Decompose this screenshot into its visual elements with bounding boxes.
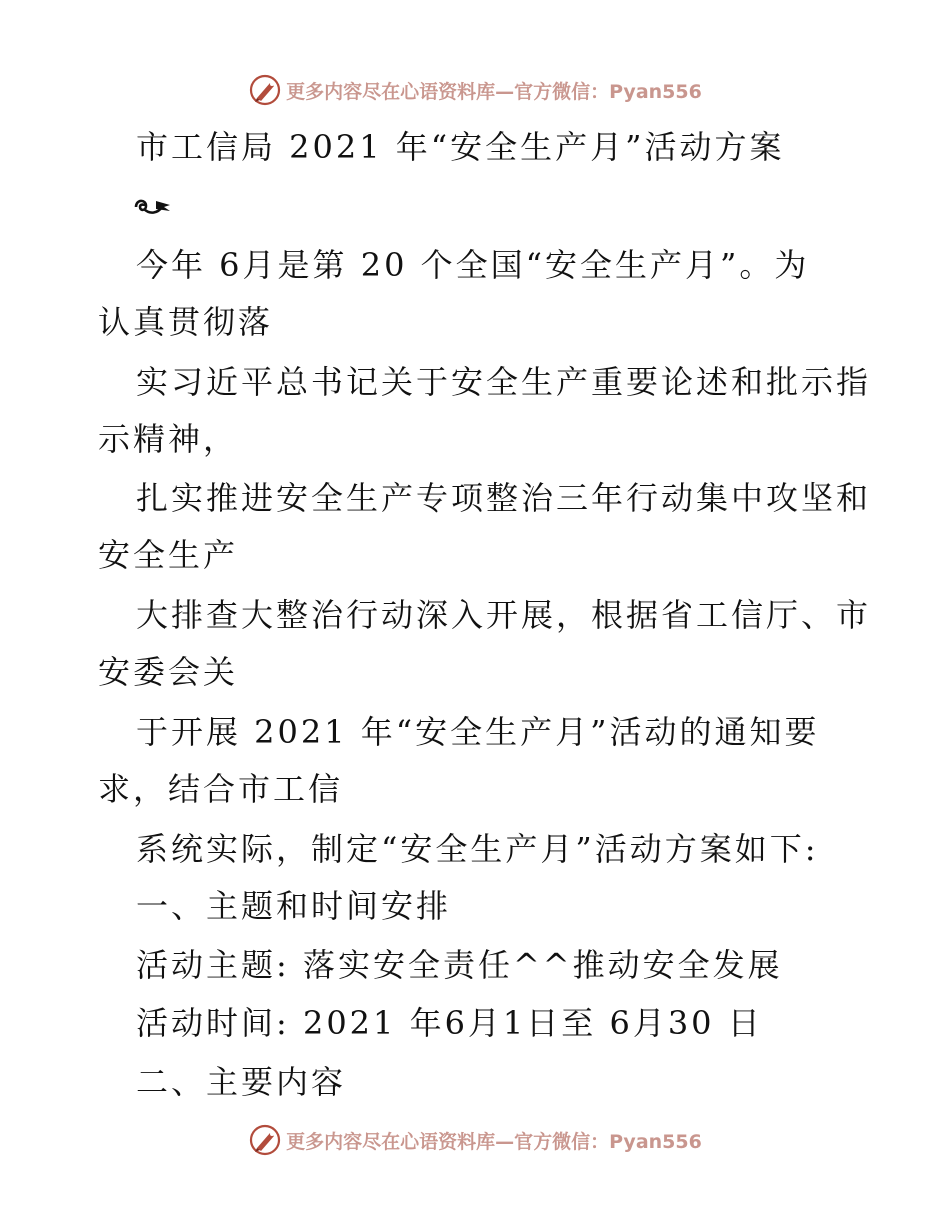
pen-logo-icon xyxy=(248,1123,282,1157)
paragraph-line: 实习近平总书记关于安全生产重要论述和批示指 xyxy=(136,363,872,401)
activity-time-line: 活动时间: 2021 年6月1日至 6月30 日 xyxy=(136,1004,763,1042)
paragraph-line: 认真贯彻落 xyxy=(98,303,274,341)
header-watermark-banner xyxy=(0,70,950,110)
watermark-text: 更多内容尽在心语资料库—官方微信：Pyan556 xyxy=(286,80,702,103)
paragraph-line: 今年 6月是第 20 个全国“安全生产月”。为 xyxy=(136,246,810,284)
footer-watermark-banner xyxy=(0,1120,950,1160)
section-heading: 二、主要内容 xyxy=(136,1063,347,1101)
paragraph-line: 求，结合市工信 xyxy=(98,770,344,808)
paragraph-line: 系统实际，制定“安全生产月”活动方案如下: xyxy=(136,830,819,868)
paragraph-line: 大排查大整治行动深入开展，根据省工信厅、市 xyxy=(136,596,872,634)
paragraph-line: 安全生产 xyxy=(98,536,239,574)
watermark-text: 更多内容尽在心语资料库—官方微信：Pyan556 xyxy=(286,1130,702,1153)
activity-theme-line: 活动主题: 落实安全责任^^推动安全发展 xyxy=(136,946,783,984)
scroll-ornament-icon xyxy=(132,193,174,219)
paragraph-line: 于开展 2021 年“安全生产月”活动的通知要 xyxy=(136,713,820,751)
document-title: 市工信局 2021 年“安全生产月”活动方案 xyxy=(136,128,785,166)
section-heading: 一、主题和时间安排 xyxy=(136,887,452,925)
paragraph-line: 安委会关 xyxy=(98,653,239,691)
paragraph-line: 扎实推进安全生产专项整治三年行动集中攻坚和 xyxy=(136,479,872,517)
pen-logo-icon xyxy=(248,73,282,107)
paragraph-line: 示精神， xyxy=(98,420,239,458)
